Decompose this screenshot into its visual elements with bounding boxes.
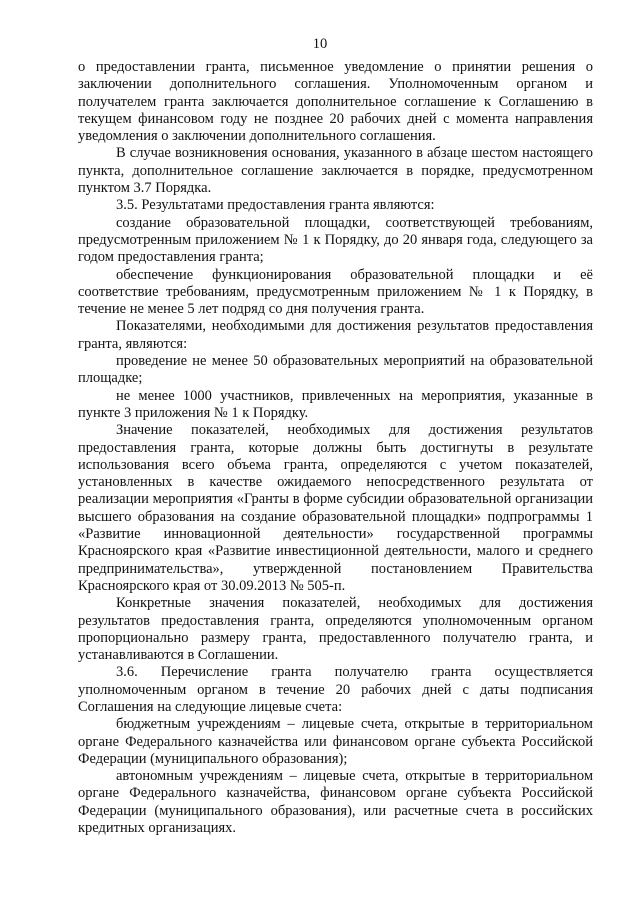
paragraph: не менее 1000 участников, привлеченных на мероприятия, указанные в пункте 3 приложения № 1 к Порядку. (78, 387, 593, 421)
paragraph: 3.6. Перечисление гранта получателю гранта осуществляется уполномоченным органом в течение 20 рабочих дней с даты подписания Соглашения на следующие лицевые счета: (78, 664, 593, 715)
page-number: 10 (312, 36, 328, 52)
paragraph: Конкретные значения показателей, необходимых для достижения результатов предоставления гранта, определяются уполномоченным органом пропорционально размеру гранта, предоставленного получателю гранта, и устанавливаются в Соглашении. (78, 595, 593, 664)
paragraph: Показателями, необходимыми для достижения результатов предоставления гранта, являются: (78, 318, 593, 352)
paragraph: о предоставлении гранта, письменное уведомление о принятии решения о заключении дополнительного соглашения. Уполномоченным органом и получателем гранта заключается дополнительное соглашение к Соглашению в текущем финансовом году не позднее 20 рабочих дней с момента направления уведомления о заключении дополнительного соглашения. (78, 59, 593, 145)
paragraph: 3.5. Результатами предоставления гранта являются: (116, 197, 435, 214)
paragraph: обеспечение функционирования образовательной площадки и её соответствие требованиям, предусмотренным приложением № 1 к Порядку, в течение не менее 5 лет подряд со дня получения гранта. (78, 266, 593, 318)
paragraph: Значение показателей, необходимых для достижения результатов предоставления гранта, которые должны быть достигнуты в результате использования всего объема гранта, определяются с учетом показателей, установленных в качестве ожидаемого непосредственного результата от реализации мероприятия «Гранты в форме субсидии образовательной организации высшего образования на создание образовательной площадки» подпрограммы 1 «Развитие инновационной деятельности» государственной программы Красноярского края «Развитие инвестиционной деятельности, малого и среднего предпринимательства», утвержденной постановлением Правительства Красноярского края от 30.09.2013 № 505-п. (78, 422, 593, 594)
paragraph: В случае возникновения основания, указанного в абзаце шестом настоящего пункта, дополнительное соглашение заключается в порядке, предусмотренном пунктом 3.7 Порядка. (78, 145, 593, 197)
paragraph: бюджетным учреждениям – лицевые счета, открытые в территориальном органе Федерального казначейства или финансовом органе субъекта Российской Федерации (муниципального образования); (78, 716, 593, 767)
paragraph: проведение не менее 50 образовательных мероприятий на образовательной площадке; (78, 353, 593, 387)
document-body (78, 59, 593, 837)
paragraph: создание образовательной площадки, соответствующей требованиям, предусмотренным приложением № 1 к Порядку, до 20 января года, следующего за годом предоставления гранта; (78, 214, 593, 266)
paragraph: автономным учреждениям – лицевые счета, открытые в территориальном органе Федерального казначейства, финансовом органе субъекта Российской Федерации (муниципального образования), или расчетные счета в российских кредитных организациях. (78, 768, 593, 837)
